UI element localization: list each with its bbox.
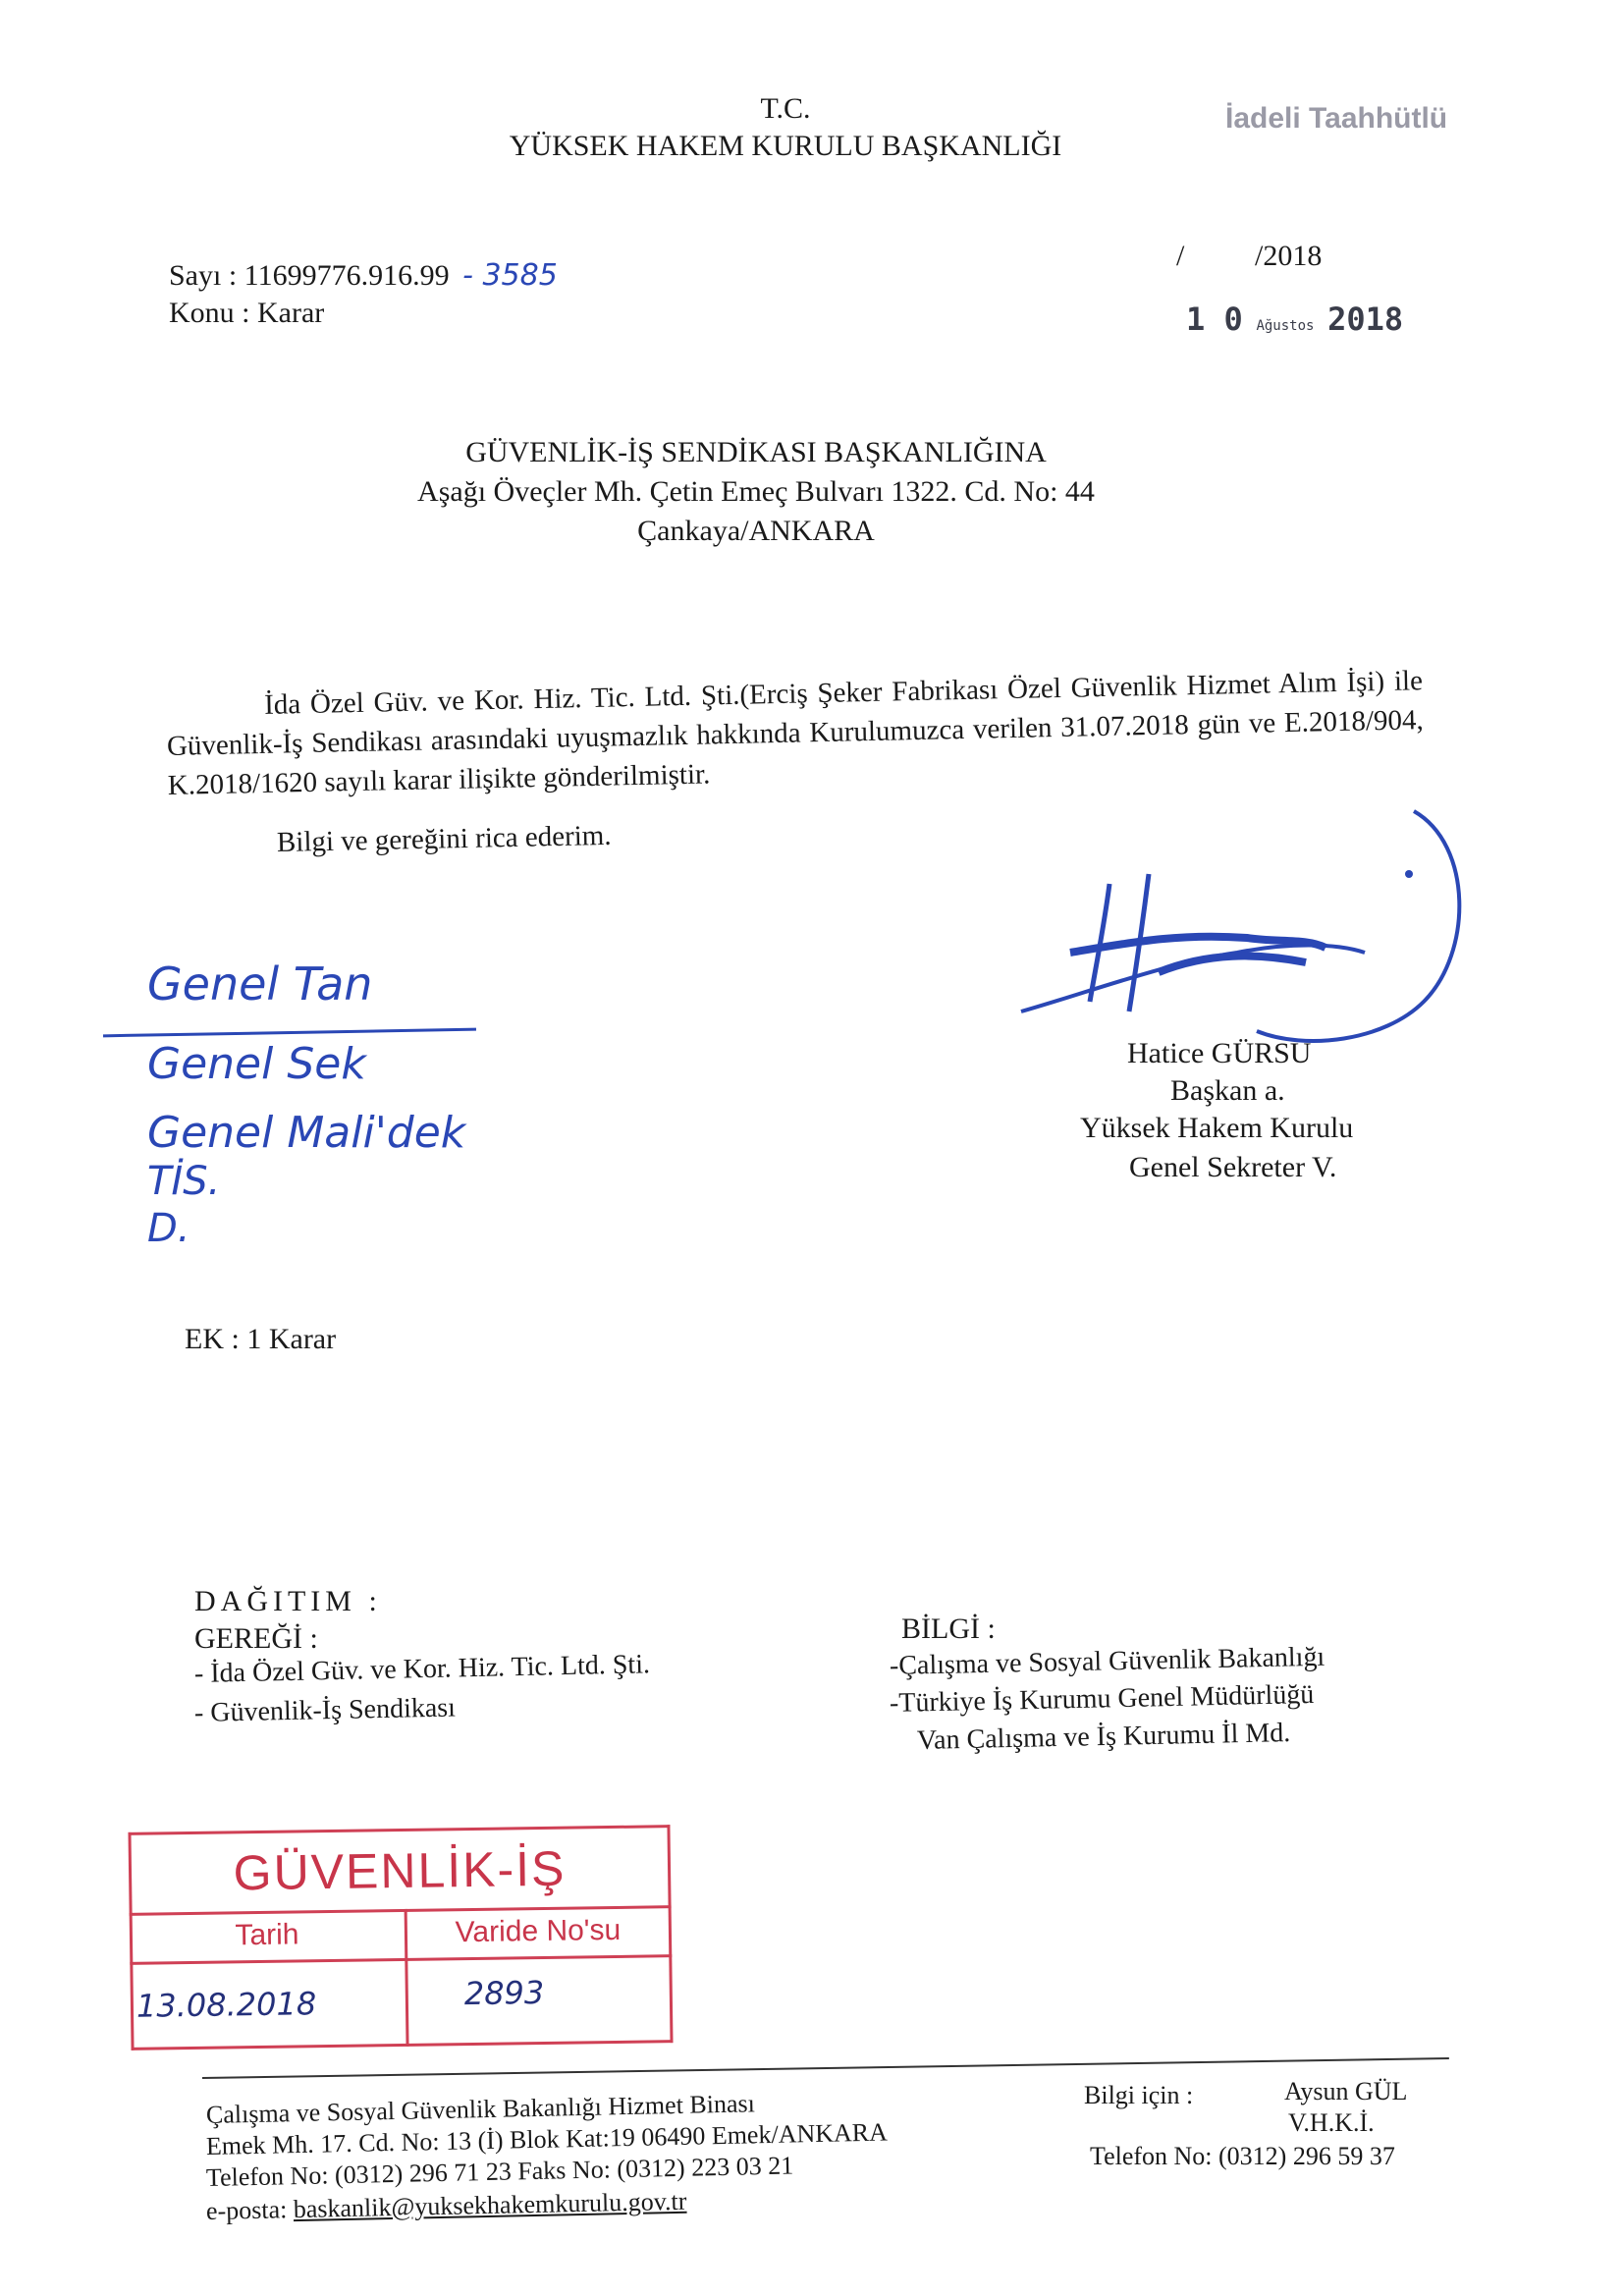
- footer-email-link[interactable]: baskanlik@yuksekhakemkurulu.gov.tr: [293, 2186, 687, 2224]
- receipt-number-label: Varide No'su: [455, 1913, 622, 1949]
- konu-value: : Karar: [242, 297, 325, 329]
- bilgi-label: BİLGİ :: [901, 1613, 996, 1645]
- addressee-address: Aşağı Öveçler Mh. Çetin Emeç Bulvarı 1322. Cd. No: 44: [417, 475, 1095, 508]
- sayi-row: [169, 257, 558, 295]
- distribution-heading: DAĞITIM :: [194, 1585, 382, 1617]
- body-closing: Bilgi ve gereğini rica ederim.: [276, 819, 612, 858]
- addressee-name: GÜVENLİK-İŞ SENDİKASI BAŞKANLIĞINA: [465, 436, 1047, 468]
- handwritten-note-4: TİS.: [147, 1159, 221, 1204]
- footer-address: Emek Mh. 17. Cd. No: 13 (İ) Blok Kat:19 06490 Emek/ANKARA: [205, 2117, 889, 2160]
- attachment-label: EK: [185, 1323, 224, 1355]
- handwritten-note-1: Genel Tan: [147, 957, 373, 1011]
- bilgi-item-1: -Çalışma ve Sosyal Güvenlik Bakanlığı: [889, 1641, 1325, 1681]
- signatory-name: Hatice GÜRSU: [1127, 1037, 1312, 1069]
- signatory-title-1: Başkan a.: [1170, 1074, 1285, 1107]
- bilgi-item-2: -Türkiye İş Kurumu Genel Müdürlüğü: [889, 1678, 1315, 1719]
- footer-info-phone: Telefon No: (0312) 296 59 37: [1090, 2142, 1395, 2170]
- gerege-item-2: - Güvenlik-İş Sendikası: [193, 1692, 457, 1728]
- sayi-label: Sayı: [169, 259, 222, 292]
- date-year: /2018: [1255, 240, 1323, 272]
- date-stamp-month: Ağustos: [1256, 317, 1315, 334]
- handwritten-note-3: Genel Mali'dek: [147, 1108, 466, 1158]
- header-tc: T.C.: [760, 92, 811, 125]
- sayi-handwritten: - 3585: [462, 258, 558, 293]
- mail-stamp: İadeli Taahhütlü: [1225, 102, 1448, 135]
- receipt-date-value: 13.08.2018: [135, 1985, 317, 2025]
- date-stamp-year: 2018: [1327, 301, 1404, 338]
- footer-info-title: V.H.K.İ.: [1288, 2108, 1375, 2137]
- bilgi-item-3: Van Çalışma ve İş Kurumu İl Md.: [916, 1718, 1291, 1756]
- handwritten-note-2: Genel Sek: [147, 1039, 366, 1089]
- body-paragraph: İda Özel Güv. ve Kor. Hiz. Tic. Ltd. Şti.(Erciş Şeker Fabrikası Özel Güvenlik Hizmet Alım İşi) ile Güvenlik-İş Sendikası arasındaki uyuşmazlık hakkında Kurulumuzca verilen 31.07.2018 gün ve E.2018/904, K.2018/1620 sayılı karar ilişikte gönderilmiştir.: [166, 665, 1425, 801]
- signatory-title-2: Yüksek Hakem Kurulu: [1080, 1112, 1354, 1144]
- addressee-city: Çankaya/ANKARA: [637, 515, 875, 547]
- footer-email-label: e-posta:: [205, 2195, 288, 2225]
- attachment-value: : 1 Karar: [231, 1323, 337, 1355]
- signature-mark: [1011, 805, 1483, 1061]
- footer-info-label: Bilgi için :: [1084, 2081, 1194, 2109]
- signatory-title-3: Genel Sekreter V.: [1129, 1151, 1337, 1183]
- footer-divider: [202, 2057, 1449, 2079]
- sayi-value: : 11699776.916.99: [228, 259, 450, 292]
- attachment-row: [185, 1321, 336, 1358]
- receipt-stamp-title: GÜVENLİK-İŞ: [233, 1840, 567, 1901]
- receipt-date-label: Tarih: [235, 1918, 299, 1952]
- footer-building: Çalışma ve Sosyal Güvenlik Bakanlığı Hizmet Binası: [205, 2089, 756, 2129]
- konu-row: [169, 295, 324, 332]
- date-stamp-day: 1 0: [1186, 301, 1243, 338]
- date-slash: /: [1176, 240, 1185, 272]
- footer-phone-fax: Telefon No: (0312) 296 71 23 Faks No: (0312) 223 03 21: [205, 2151, 794, 2192]
- header-institution: YÜKSEK HAKEM KURULU BAŞKANLIĞI: [509, 130, 1062, 162]
- handwritten-underline: [103, 1028, 476, 1038]
- footer-info-name: Aysun GÜL: [1284, 2077, 1408, 2105]
- receipt-stamp: [128, 1825, 673, 2050]
- gerege-label: GEREĞİ :: [194, 1622, 318, 1655]
- receipt-number-value: 2893: [463, 1973, 545, 2013]
- handwritten-note-5: D.: [147, 1206, 190, 1251]
- date-received-stamp: [1186, 301, 1403, 338]
- konu-label: Konu: [169, 297, 235, 329]
- gerege-item-1: - İda Özel Güv. ve Kor. Hiz. Tic. Ltd. Şti.: [193, 1649, 651, 1689]
